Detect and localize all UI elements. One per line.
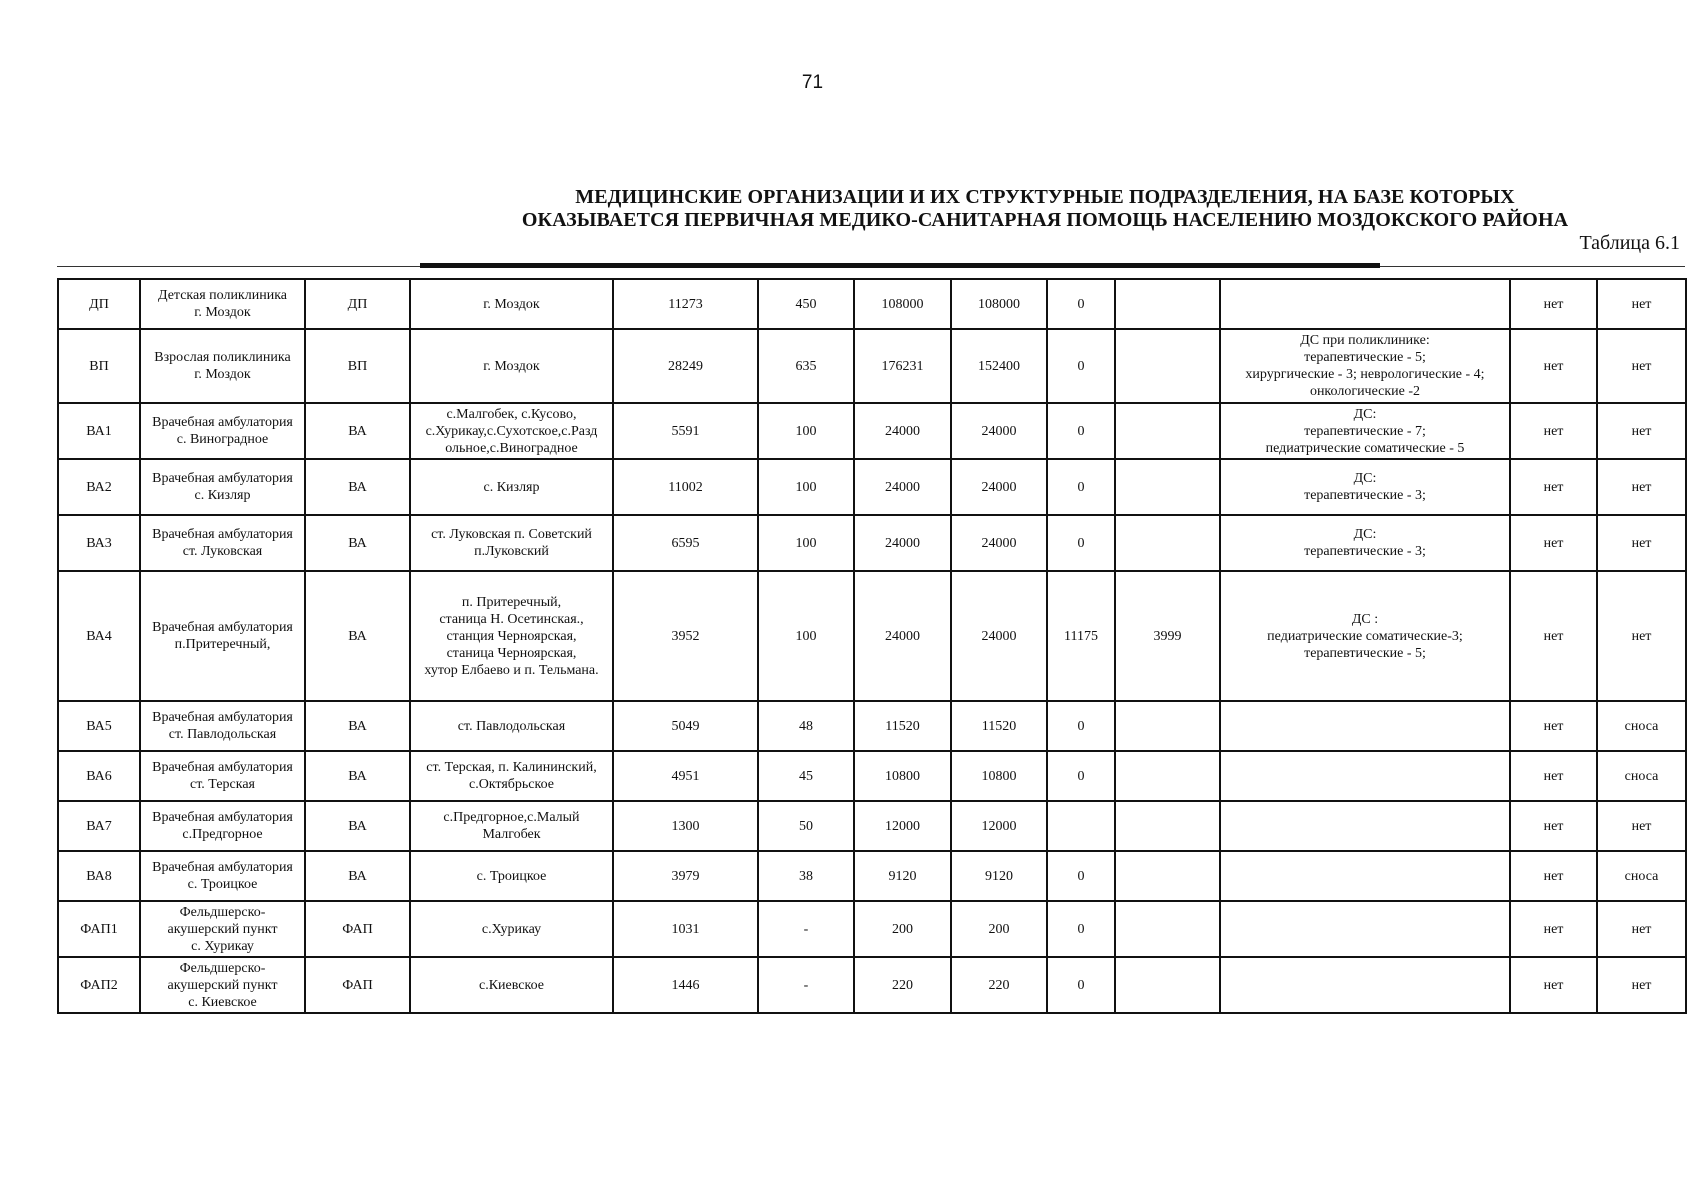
cell-day-hospital <box>1220 957 1510 1013</box>
cell-value-9: 0 <box>1047 403 1115 459</box>
cell-plan-visits: 24000 <box>854 403 951 459</box>
cell-visits-per-shift: - <box>758 901 854 957</box>
cell-visits-per-shift: 100 <box>758 515 854 571</box>
cell-population: 11273 <box>613 279 758 329</box>
cell-served-area: с.Хурикау <box>410 901 613 957</box>
cell-col-12: нет <box>1510 801 1597 851</box>
cell-col-12: нет <box>1510 515 1597 571</box>
cell-col-13: сноса <box>1597 851 1686 901</box>
cell-col-13: нет <box>1597 329 1686 403</box>
cell-value-9: 0 <box>1047 751 1115 801</box>
cell-plan-visits: 24000 <box>854 459 951 515</box>
cell-col-13: нет <box>1597 279 1686 329</box>
cell-plan-visits: 176231 <box>854 329 951 403</box>
cell-population: 28249 <box>613 329 758 403</box>
cell-day-hospital: ДС при поликлинике: терапевтические - 5; хирургические - 3; неврологические - 4; онкологические -2 <box>1220 329 1510 403</box>
cell-value-10 <box>1115 515 1220 571</box>
table-row <box>58 701 1686 751</box>
cell-code: ВА1 <box>58 403 140 459</box>
cell-col-12: нет <box>1510 957 1597 1013</box>
cell-type: ФАП <box>305 957 410 1013</box>
cell-day-hospital <box>1220 279 1510 329</box>
table-row <box>58 851 1686 901</box>
cell-code: ВА4 <box>58 571 140 701</box>
cell-served-area: ст. Павлодольская <box>410 701 613 751</box>
cell-served-area: с.Малгобек, с.Кусово, с.Хурикау,с.Сухотское,с.Разд ольное,с.Виноградное <box>410 403 613 459</box>
cell-type: ВА <box>305 701 410 751</box>
cell-col-12: нет <box>1510 403 1597 459</box>
cell-day-hospital <box>1220 701 1510 751</box>
cell-col-13: сноса <box>1597 701 1686 751</box>
cell-type: ВА <box>305 571 410 701</box>
cell-value-9: 0 <box>1047 851 1115 901</box>
cell-served-area: г. Моздок <box>410 329 613 403</box>
cell-served-area: ст. Луковская п. Советский п.Луковский <box>410 515 613 571</box>
table-row <box>58 515 1686 571</box>
cell-col-12: нет <box>1510 459 1597 515</box>
cell-day-hospital <box>1220 801 1510 851</box>
cell-plan-visits: 9120 <box>854 851 951 901</box>
cell-value-9: 0 <box>1047 459 1115 515</box>
cell-plan-visits: 11520 <box>854 701 951 751</box>
cell-name: Врачебная амбулатория с. Троицкое <box>140 851 305 901</box>
cell-visits-per-shift: 100 <box>758 403 854 459</box>
cell-actual-visits: 24000 <box>951 571 1047 701</box>
cell-value-9: 0 <box>1047 279 1115 329</box>
cell-actual-visits: 108000 <box>951 279 1047 329</box>
cell-actual-visits: 10800 <box>951 751 1047 801</box>
cell-col-13: нет <box>1597 515 1686 571</box>
cell-value-9 <box>1047 801 1115 851</box>
cell-code: ВА5 <box>58 701 140 751</box>
document-title <box>400 186 1690 232</box>
table-row <box>58 403 1686 459</box>
cell-col-12: нет <box>1510 701 1597 751</box>
cell-visits-per-shift: 450 <box>758 279 854 329</box>
table-row <box>58 279 1686 329</box>
cell-type: ВА <box>305 459 410 515</box>
table-row <box>58 571 1686 701</box>
cell-population: 1031 <box>613 901 758 957</box>
cell-type: ВА <box>305 801 410 851</box>
title-line-1: МЕДИЦИНСКИЕ ОРГАНИЗАЦИИ И ИХ СТРУКТУРНЫЕ ПОДРАЗДЕЛЕНИЯ, НА БАЗЕ КОТОРЫХ <box>575 186 1515 208</box>
cell-actual-visits: 24000 <box>951 515 1047 571</box>
cell-col-13: нет <box>1597 403 1686 459</box>
cell-actual-visits: 9120 <box>951 851 1047 901</box>
table-row <box>58 751 1686 801</box>
cell-type: ВА <box>305 751 410 801</box>
table-row <box>58 459 1686 515</box>
cell-visits-per-shift: 635 <box>758 329 854 403</box>
cell-population: 3979 <box>613 851 758 901</box>
cell-value-10 <box>1115 751 1220 801</box>
cell-visits-per-shift: - <box>758 957 854 1013</box>
header-rule-thick <box>420 263 1380 268</box>
cell-value-10 <box>1115 901 1220 957</box>
cell-actual-visits: 11520 <box>951 701 1047 751</box>
cell-value-9: 11175 <box>1047 571 1115 701</box>
table-body <box>58 279 1686 1013</box>
cell-col-13: нет <box>1597 801 1686 851</box>
cell-col-12: нет <box>1510 279 1597 329</box>
cell-type: ВА <box>305 403 410 459</box>
cell-name: Фельдшерско- акушерский пункт с. Киевское <box>140 957 305 1013</box>
cell-population: 3952 <box>613 571 758 701</box>
cell-code: ВА7 <box>58 801 140 851</box>
table-row <box>58 801 1686 851</box>
cell-type: ДП <box>305 279 410 329</box>
cell-name: Взрослая поликлиника г. Моздок <box>140 329 305 403</box>
cell-population: 4951 <box>613 751 758 801</box>
cell-code: ВА6 <box>58 751 140 801</box>
cell-day-hospital: ДС: терапевтические - 3; <box>1220 459 1510 515</box>
cell-served-area: с. Троицкое <box>410 851 613 901</box>
cell-value-10 <box>1115 801 1220 851</box>
page-number: 71 <box>801 72 824 93</box>
cell-plan-visits: 24000 <box>854 515 951 571</box>
cell-value-10: 3999 <box>1115 571 1220 701</box>
cell-col-13: нет <box>1597 571 1686 701</box>
cell-col-13: нет <box>1597 901 1686 957</box>
cell-served-area: с.Киевское <box>410 957 613 1013</box>
cell-actual-visits: 200 <box>951 901 1047 957</box>
cell-value-10 <box>1115 851 1220 901</box>
cell-plan-visits: 24000 <box>854 571 951 701</box>
cell-population: 1300 <box>613 801 758 851</box>
cell-value-10 <box>1115 403 1220 459</box>
cell-type: ВА <box>305 851 410 901</box>
cell-name: Врачебная амбулатория п.Притеречный, <box>140 571 305 701</box>
cell-plan-visits: 108000 <box>854 279 951 329</box>
cell-col-12: нет <box>1510 571 1597 701</box>
cell-population: 6595 <box>613 515 758 571</box>
cell-day-hospital: ДС : педиатрические соматические-3; терапевтические - 5; <box>1220 571 1510 701</box>
cell-value-10 <box>1115 329 1220 403</box>
cell-name: Врачебная амбулатория с. Кизляр <box>140 459 305 515</box>
cell-actual-visits: 24000 <box>951 459 1047 515</box>
cell-plan-visits: 10800 <box>854 751 951 801</box>
cell-col-13: нет <box>1597 957 1686 1013</box>
cell-population: 11002 <box>613 459 758 515</box>
cell-name: Врачебная амбулатория ст. Павлодольская <box>140 701 305 751</box>
cell-day-hospital <box>1220 901 1510 957</box>
cell-value-9: 0 <box>1047 329 1115 403</box>
cell-visits-per-shift: 45 <box>758 751 854 801</box>
cell-value-10 <box>1115 957 1220 1013</box>
cell-code: ВА3 <box>58 515 140 571</box>
cell-code: ДП <box>58 279 140 329</box>
cell-value-9: 0 <box>1047 515 1115 571</box>
cell-value-10 <box>1115 279 1220 329</box>
cell-population: 1446 <box>613 957 758 1013</box>
cell-visits-per-shift: 48 <box>758 701 854 751</box>
cell-name: Детская поликлиника г. Моздок <box>140 279 305 329</box>
table-row <box>58 957 1686 1013</box>
cell-code: ВА2 <box>58 459 140 515</box>
cell-name: Врачебная амбулатория с. Виноградное <box>140 403 305 459</box>
cell-col-13: нет <box>1597 459 1686 515</box>
cell-served-area: п. Притеречный, станица Н. Осетинская., станция Черноярская, станица Черноярская, хутор Елбаево и п. Тельмана. <box>410 571 613 701</box>
cell-plan-visits: 220 <box>854 957 951 1013</box>
cell-code: ВА8 <box>58 851 140 901</box>
cell-visits-per-shift: 100 <box>758 459 854 515</box>
cell-value-10 <box>1115 701 1220 751</box>
cell-actual-visits: 220 <box>951 957 1047 1013</box>
cell-served-area: ст. Терская, п. Калининский, с.Октябрьское <box>410 751 613 801</box>
table-row <box>58 901 1686 957</box>
facilities-table <box>57 278 1687 1014</box>
cell-type: ВА <box>305 515 410 571</box>
table-caption: Таблица 6.1 <box>1579 232 1680 254</box>
cell-type: ФАП <box>305 901 410 957</box>
cell-day-hospital <box>1220 851 1510 901</box>
cell-visits-per-shift: 100 <box>758 571 854 701</box>
cell-code: ФАП1 <box>58 901 140 957</box>
cell-day-hospital <box>1220 751 1510 801</box>
cell-col-12: нет <box>1510 751 1597 801</box>
cell-name: Врачебная амбулатория ст. Луковская <box>140 515 305 571</box>
cell-col-12: нет <box>1510 851 1597 901</box>
cell-col-13: сноса <box>1597 751 1686 801</box>
cell-visits-per-shift: 50 <box>758 801 854 851</box>
cell-type: ВП <box>305 329 410 403</box>
cell-population: 5591 <box>613 403 758 459</box>
cell-served-area: с. Кизляр <box>410 459 613 515</box>
cell-plan-visits: 200 <box>854 901 951 957</box>
cell-visits-per-shift: 38 <box>758 851 854 901</box>
cell-col-12: нет <box>1510 901 1597 957</box>
cell-name: Врачебная амбулатория ст. Терская <box>140 751 305 801</box>
cell-actual-visits: 24000 <box>951 403 1047 459</box>
cell-served-area: с.Предгорное,с.Малый Малгобек <box>410 801 613 851</box>
cell-code: ФАП2 <box>58 957 140 1013</box>
cell-name: Врачебная амбулатория с.Предгорное <box>140 801 305 851</box>
title-line-2: ОКАЗЫВАЕТСЯ ПЕРВИЧНАЯ МЕДИКО-САНИТАРНАЯ ПОМОЩЬ НАСЕЛЕНИЮ МОЗДОКСКОГО РАЙОНА <box>521 209 1569 231</box>
cell-value-10 <box>1115 459 1220 515</box>
cell-value-9: 0 <box>1047 901 1115 957</box>
table-row <box>58 329 1686 403</box>
cell-population: 5049 <box>613 701 758 751</box>
cell-value-9: 0 <box>1047 701 1115 751</box>
cell-day-hospital: ДС: терапевтические - 7; педиатрические соматические - 5 <box>1220 403 1510 459</box>
cell-col-12: нет <box>1510 329 1597 403</box>
cell-actual-visits: 12000 <box>951 801 1047 851</box>
cell-value-9: 0 <box>1047 957 1115 1013</box>
cell-served-area: г. Моздок <box>410 279 613 329</box>
cell-code: ВП <box>58 329 140 403</box>
cell-actual-visits: 152400 <box>951 329 1047 403</box>
cell-day-hospital: ДС: терапевтические - 3; <box>1220 515 1510 571</box>
cell-plan-visits: 12000 <box>854 801 951 851</box>
cell-name: Фельдшерско- акушерский пункт с. Хурикау <box>140 901 305 957</box>
